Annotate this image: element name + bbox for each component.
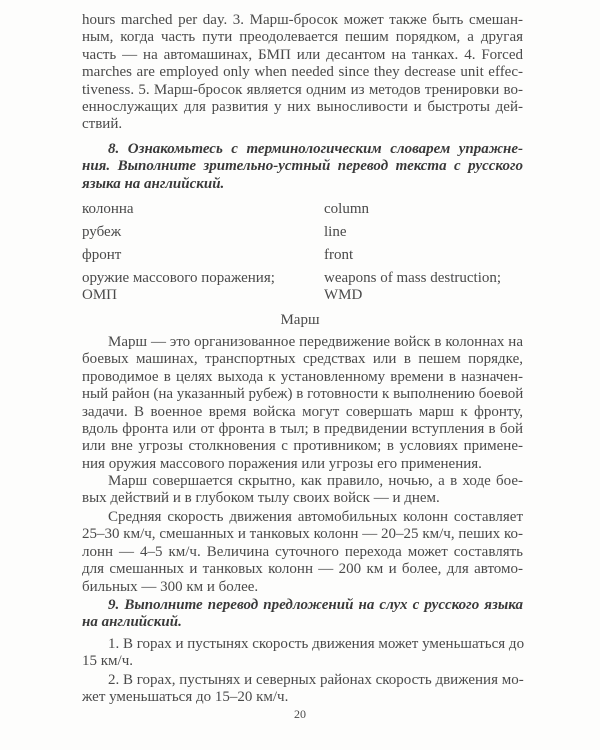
text-line: ный район (на указанный рубеж) в готовности к выполнению боевой bbox=[82, 386, 524, 403]
text-line: лонн — 4–5 км/ч. Величина суточного перехода может составлять bbox=[82, 543, 523, 560]
vocab-ru-line: оружие массового поражения; bbox=[82, 270, 275, 286]
text-line: Марш совершается скрытно, как правило, ночью, а в ходе бое- bbox=[108, 473, 523, 489]
vocab-en-line: WMD bbox=[324, 287, 363, 304]
vocab-ru: фронт bbox=[82, 247, 122, 263]
text-line: 15 км/ч. bbox=[82, 653, 133, 670]
text-line: 2. В горах, пустынях и северных районах скорость движения мо- bbox=[108, 672, 524, 688]
vocab-row bbox=[82, 224, 523, 247]
text-line: или вне угрозы столкновения с противником; в условиях примене- bbox=[82, 438, 523, 455]
exercise-8-heading bbox=[82, 141, 523, 193]
vocab-en: front bbox=[324, 247, 354, 263]
text-line: задачи. В военное время войска могут совершать марш к фронту, bbox=[82, 403, 523, 420]
text-line: бильных — 300 км и более. bbox=[82, 578, 259, 595]
vocab-ru: рубеж bbox=[82, 224, 122, 240]
paragraph-forced-march bbox=[82, 12, 523, 134]
paragraph-march-definition bbox=[82, 334, 523, 473]
vocab-en bbox=[324, 270, 501, 305]
text-line: проводимое в целях выхода к установленному времени в назначен- bbox=[82, 368, 523, 385]
text-line: tiveness. 5. Марш-бросок является одним из методов тренировки во- bbox=[82, 81, 523, 98]
text-line: для смешанных и танковых колонн — 200 км и более, для автомо- bbox=[82, 561, 523, 578]
text-line: hours marched per day. 3. Марш-бросок может также быть смешан- bbox=[82, 12, 523, 28]
text-line: ния. Выполните зрительно-устный перевод текста с русского bbox=[82, 158, 523, 175]
text-line: 9. Выполните перевод предложений на слух с русского языка bbox=[108, 597, 523, 613]
vocab-en: line bbox=[324, 224, 347, 240]
vocab-row bbox=[82, 270, 523, 305]
text-line: ным, когда часть пути преодолевается пешим порядком, а другая bbox=[82, 29, 523, 46]
exercise-9-item-2 bbox=[82, 672, 523, 707]
text-line: marches are employed only when needed since they decrease unit effec- bbox=[82, 64, 523, 81]
text-line: еннослужащих для развития у них выносливости и быстроты дей- bbox=[82, 99, 523, 116]
text-line: на английский. bbox=[82, 614, 182, 631]
text-line: языка на английский. bbox=[82, 175, 225, 192]
vocabulary-list bbox=[82, 201, 523, 305]
text-line: ствий. bbox=[82, 116, 123, 133]
text-line: 8. Ознакомьтесь с терминологическим словарем упражне- bbox=[108, 141, 523, 157]
vocab-ru-line: ОМП bbox=[82, 287, 118, 304]
text-line: Средняя скорость движения автомобильных колонн составляет bbox=[108, 509, 523, 525]
vocab-ru: колонна bbox=[82, 201, 134, 217]
text-line: Марш — это организованное передвижение войск в колоннах на bbox=[108, 334, 523, 350]
paragraph-march-secrecy bbox=[82, 473, 523, 508]
vocab-row bbox=[82, 247, 523, 270]
vocab-en: column bbox=[324, 201, 369, 217]
text-line: боевых машинах, транспортных средствах или в пешем порядке, bbox=[82, 351, 523, 368]
paragraph-march-speed bbox=[82, 509, 523, 596]
text-line: часть — на автомашинах, БМП или десантом на танках. 4. Forced bbox=[82, 46, 523, 63]
vocab-ru bbox=[82, 270, 324, 305]
text-line: вых действий и в глубоком тылу своих войск — и днем. bbox=[82, 490, 440, 507]
text-title: Марш bbox=[280, 312, 320, 328]
exercise-9-item-1 bbox=[82, 636, 523, 671]
vocab-en-line: weapons of mass destruction; bbox=[324, 270, 502, 286]
vocab-row bbox=[82, 201, 523, 224]
text-line: 1. В горах и пустынях скорость движения может уменьшаться до bbox=[108, 636, 525, 652]
text-line: вдоль фронта или от фронта в тыл; в предвидении вступления в бой bbox=[82, 421, 523, 438]
page-number: 20 bbox=[294, 707, 306, 721]
text-line: жет уменьшаться до 15–20 км/ч. bbox=[82, 689, 289, 706]
exercise-9-heading bbox=[82, 597, 523, 632]
text-line: 25–30 км/ч, смешанных и танковых колонн — 20–25 км/ч, пеших ко- bbox=[82, 526, 523, 543]
text-line: ния оружия массового поражения или угрозы его применения. bbox=[82, 455, 482, 472]
